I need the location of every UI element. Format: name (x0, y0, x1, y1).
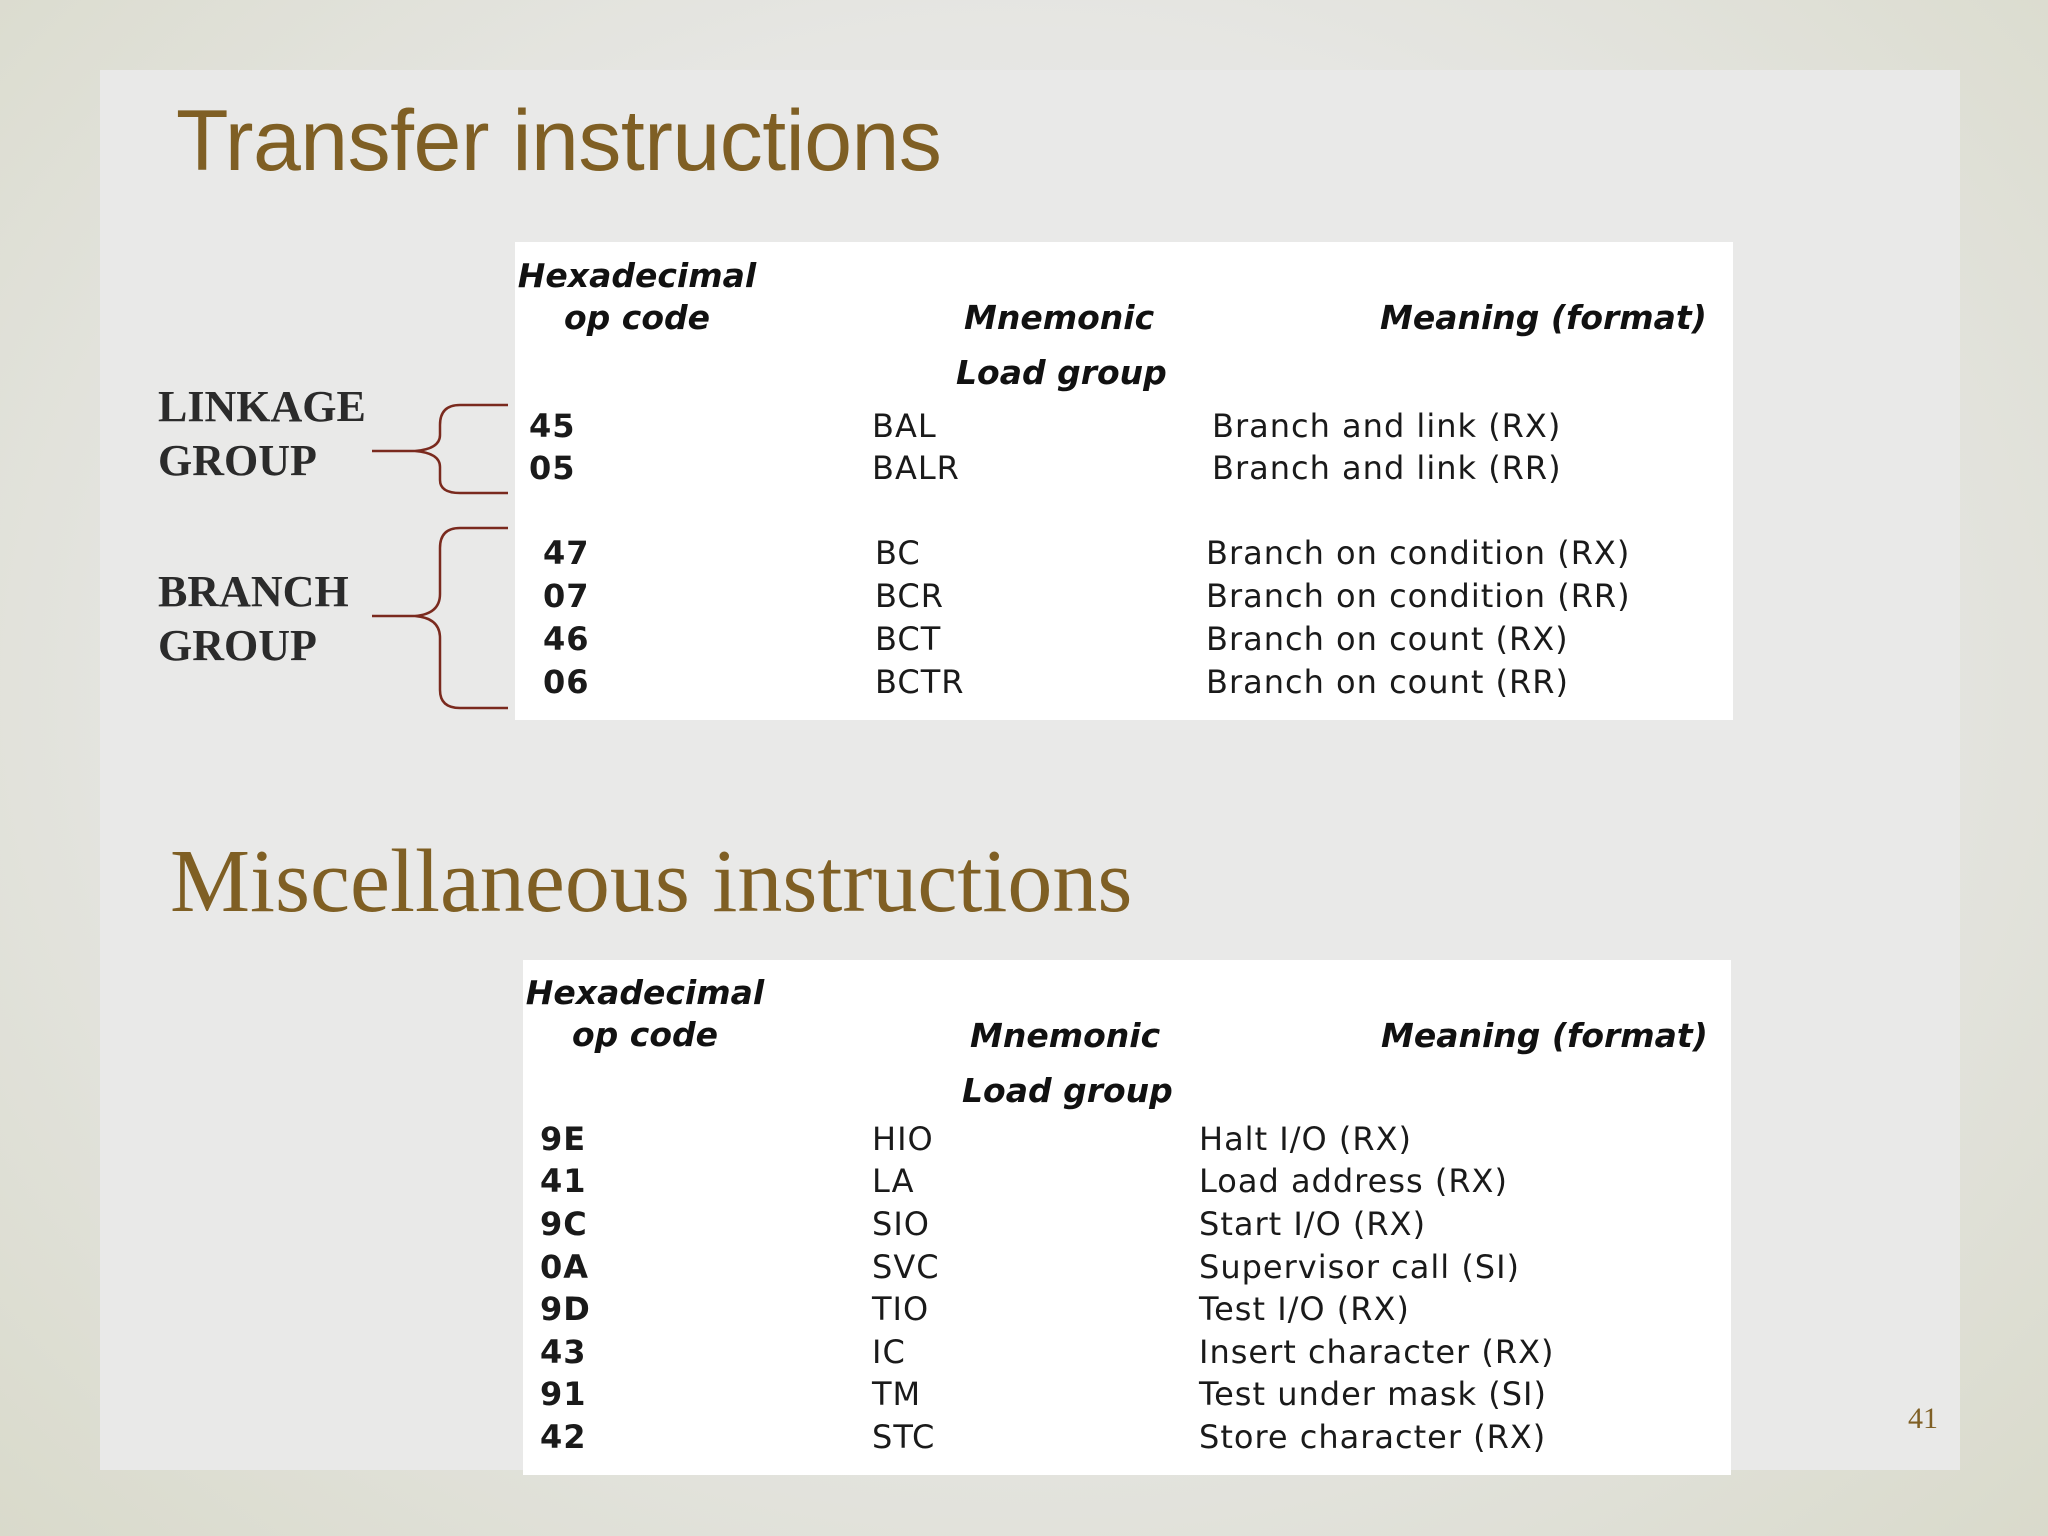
table-cell-code: 91 (540, 1375, 587, 1413)
table-cell-mnemonic: HIO (872, 1120, 934, 1158)
table-cell-code: 9D (540, 1290, 591, 1328)
table-cell-code: 06 (543, 663, 590, 701)
table-cell-code: 42 (540, 1418, 587, 1456)
misc-header-group: Load group (962, 1071, 1173, 1110)
table-cell-mnemonic: SIO (872, 1205, 930, 1243)
transfer-header-mnemonic: Mnemonic (964, 298, 1155, 337)
table-cell-code: 47 (543, 534, 590, 572)
table-cell-meaning: Load address (RX) (1199, 1162, 1508, 1200)
misc-header-hex-line2: op code (571, 1015, 719, 1054)
branch-group-label-line1: BRANCH (158, 567, 349, 616)
table-cell-meaning: Insert character (RX) (1199, 1333, 1555, 1371)
table-cell-meaning: Store character (RX) (1199, 1418, 1547, 1456)
table-cell-meaning: Branch and link (RX) (1212, 407, 1562, 445)
table-cell-code: 41 (540, 1162, 587, 1200)
misc-header-hex (525, 972, 765, 1056)
linkage-group-label-line1: LINKAGE (158, 382, 366, 431)
table-cell-mnemonic: TM (872, 1375, 922, 1413)
linkage-group-label-line2: GROUP (158, 436, 317, 485)
table-cell-meaning: Branch and link (RR) (1212, 449, 1562, 487)
table-cell-mnemonic: BCT (875, 620, 942, 658)
branch-group-label (158, 565, 349, 673)
transfer-header-hex (517, 255, 757, 339)
page-number: 41 (1908, 1402, 1938, 1435)
misc-instructions-table (523, 960, 1731, 1475)
table-cell-mnemonic: SVC (872, 1248, 940, 1286)
table-cell-code: 45 (529, 407, 576, 445)
transfer-header-group: Load group (956, 353, 1167, 392)
table-cell-code: 9E (540, 1120, 587, 1158)
misc-section-title: Miscellaneous instructions (170, 832, 1133, 931)
table-cell-mnemonic: LA (872, 1162, 915, 1200)
misc-header-mnemonic: Mnemonic (970, 1016, 1161, 1055)
table-cell-mnemonic: TIO (872, 1290, 930, 1328)
table-cell-meaning: Start I/O (RX) (1199, 1205, 1427, 1243)
table-cell-code: 0A (540, 1248, 590, 1286)
transfer-header-hex-line1: Hexadecimal (517, 256, 757, 295)
table-cell-mnemonic: STC (872, 1418, 936, 1456)
corner-decoration-icon (0, 0, 40, 40)
misc-header-meaning: Meaning (format) (1381, 1016, 1708, 1055)
branch-brace-icon (360, 522, 520, 717)
table-cell-meaning: Branch on condition (RX) (1206, 534, 1631, 572)
table-cell-meaning: Halt I/O (RX) (1199, 1120, 1412, 1158)
table-cell-meaning: Test under mask (SI) (1199, 1375, 1547, 1413)
transfer-header-hex-line2: op code (563, 298, 711, 337)
table-cell-mnemonic: BC (875, 534, 921, 572)
table-cell-mnemonic: BAL (872, 407, 937, 445)
transfer-section-title: Transfer instructions (176, 93, 942, 189)
table-cell-mnemonic: BALR (872, 449, 960, 487)
linkage-brace-icon (360, 395, 520, 510)
misc-header-hex-line1: Hexadecimal (525, 973, 765, 1012)
table-cell-meaning: Branch on count (RX) (1206, 620, 1569, 658)
table-cell-meaning: Branch on count (RR) (1206, 663, 1569, 701)
transfer-instructions-table (515, 242, 1733, 720)
table-cell-mnemonic: BCTR (875, 663, 965, 701)
table-cell-meaning: Test I/O (RX) (1199, 1290, 1410, 1328)
branch-group-label-line2: GROUP (158, 621, 317, 670)
linkage-group-label (158, 380, 366, 488)
table-cell-mnemonic: BCR (875, 577, 944, 615)
table-cell-mnemonic: IC (872, 1333, 906, 1371)
table-cell-code: 43 (540, 1333, 587, 1371)
table-cell-meaning: Supervisor call (SI) (1199, 1248, 1521, 1286)
transfer-header-meaning: Meaning (format) (1380, 298, 1707, 337)
table-cell-meaning: Branch on condition (RR) (1206, 577, 1631, 615)
table-cell-code: 07 (543, 577, 590, 615)
table-cell-code: 9C (540, 1205, 588, 1243)
table-cell-code: 05 (529, 449, 576, 487)
table-cell-code: 46 (543, 620, 590, 658)
